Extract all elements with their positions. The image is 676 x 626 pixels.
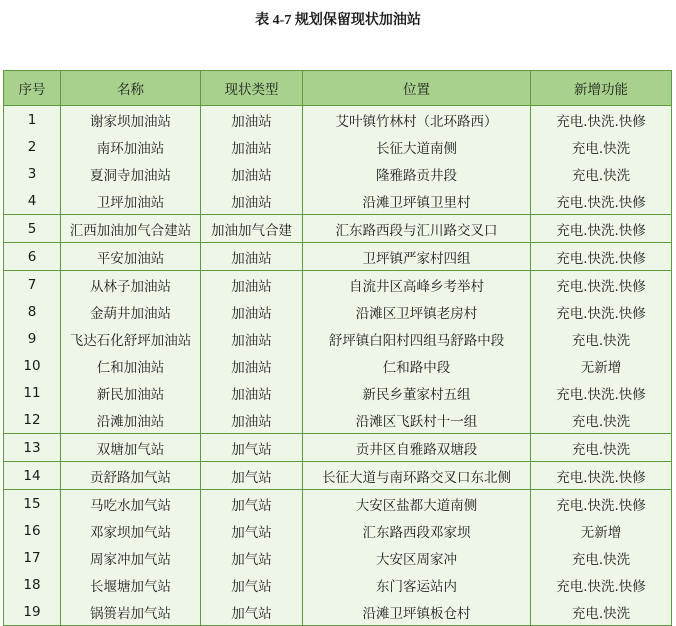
table-row bbox=[4, 490, 672, 518]
cell-type: 加油站 bbox=[201, 106, 303, 134]
cell-no: 8 bbox=[4, 298, 61, 325]
cell-functions: 充电.快洗 bbox=[531, 406, 672, 434]
table-row bbox=[4, 271, 672, 299]
cell-type: 加油站 bbox=[201, 271, 303, 299]
cell-name: 沿滩加油站 bbox=[61, 406, 201, 434]
cell-no: 5 bbox=[4, 215, 61, 243]
cell-type: 加气站 bbox=[201, 598, 303, 626]
cell-functions: 充电.快洗 bbox=[531, 325, 672, 352]
table-row bbox=[4, 379, 672, 406]
cell-name: 夏洞寺加油站 bbox=[61, 160, 201, 187]
cell-name: 仁和加油站 bbox=[61, 352, 201, 379]
cell-type: 加气站 bbox=[201, 517, 303, 544]
cell-no: 18 bbox=[4, 571, 61, 598]
cell-no: 4 bbox=[4, 187, 61, 215]
cell-location: 长征大道与南环路交叉口东北侧 bbox=[303, 462, 531, 490]
cell-functions: 充电.快洗.快修 bbox=[531, 243, 672, 271]
table-row bbox=[4, 215, 672, 243]
cell-location: 自流井区高峰乡考举村 bbox=[303, 271, 531, 299]
stations-table bbox=[3, 70, 672, 626]
cell-functions: 充电.快洗 bbox=[531, 434, 672, 462]
cell-functions: 充电.快洗.快修 bbox=[531, 187, 672, 215]
table-header bbox=[4, 71, 672, 106]
cell-location: 仁和路中段 bbox=[303, 352, 531, 379]
column-header-type: 现状类型 bbox=[201, 71, 303, 106]
cell-location: 隆雅路贡井段 bbox=[303, 160, 531, 187]
cell-location: 沿滩区卫坪镇老房村 bbox=[303, 298, 531, 325]
cell-location: 汇东路西段与汇川路交叉口 bbox=[303, 215, 531, 243]
cell-location: 沿滩卫坪镇卫里村 bbox=[303, 187, 531, 215]
table-caption: 表 4-7 规划保留现状加油站 bbox=[255, 13, 421, 28]
cell-name: 双塘加气站 bbox=[61, 434, 201, 462]
cell-no: 1 bbox=[4, 106, 61, 134]
cell-location: 大安区盐都大道南侧 bbox=[303, 490, 531, 518]
column-header-location: 位置 bbox=[303, 71, 531, 106]
cell-name: 平安加油站 bbox=[61, 243, 201, 271]
table-body bbox=[4, 106, 672, 626]
cell-location: 沿滩卫坪镇板仓村 bbox=[303, 598, 531, 626]
table-row bbox=[4, 133, 672, 160]
cell-name: 新民加油站 bbox=[61, 379, 201, 406]
cell-no: 13 bbox=[4, 434, 61, 462]
cell-no: 14 bbox=[4, 462, 61, 490]
cell-name: 卫坪加油站 bbox=[61, 187, 201, 215]
cell-no: 10 bbox=[4, 352, 61, 379]
cell-no: 9 bbox=[4, 325, 61, 352]
table-row bbox=[4, 517, 672, 544]
cell-type: 加油站 bbox=[201, 187, 303, 215]
table-row bbox=[4, 406, 672, 434]
cell-no: 6 bbox=[4, 243, 61, 271]
cell-functions: 充电.快洗.快修 bbox=[531, 271, 672, 299]
cell-type: 加气站 bbox=[201, 434, 303, 462]
cell-location: 舒坪镇白阳村四组马舒路中段 bbox=[303, 325, 531, 352]
cell-location: 新民乡董家村五组 bbox=[303, 379, 531, 406]
cell-functions: 充电.快洗.快修 bbox=[531, 298, 672, 325]
cell-functions: 充电.快洗.快修 bbox=[531, 462, 672, 490]
cell-location: 汇东路西段邓家坝 bbox=[303, 517, 531, 544]
cell-type: 加气站 bbox=[201, 490, 303, 518]
table-row bbox=[4, 243, 672, 271]
table-row bbox=[4, 571, 672, 598]
cell-functions: 充电.快洗.快修 bbox=[531, 571, 672, 598]
cell-location: 卫坪镇严家村四组 bbox=[303, 243, 531, 271]
cell-functions: 充电.快洗.快修 bbox=[531, 379, 672, 406]
table-row bbox=[4, 462, 672, 490]
cell-name: 邓家坝加气站 bbox=[61, 517, 201, 544]
table-row bbox=[4, 187, 672, 215]
cell-no: 7 bbox=[4, 271, 61, 299]
cell-location: 贡井区自雅路双塘段 bbox=[303, 434, 531, 462]
table-row bbox=[4, 298, 672, 325]
table-row bbox=[4, 325, 672, 352]
table-row bbox=[4, 434, 672, 462]
cell-functions: 无新增 bbox=[531, 517, 672, 544]
table-row bbox=[4, 544, 672, 571]
cell-name: 周家冲加气站 bbox=[61, 544, 201, 571]
cell-functions: 充电.快洗 bbox=[531, 160, 672, 187]
cell-no: 19 bbox=[4, 598, 61, 626]
cell-name: 长堰塘加气站 bbox=[61, 571, 201, 598]
cell-type: 加油站 bbox=[201, 325, 303, 352]
table-row bbox=[4, 352, 672, 379]
cell-functions: 充电.快洗.快修 bbox=[531, 490, 672, 518]
cell-location: 东门客运站内 bbox=[303, 571, 531, 598]
cell-location: 大安区周家冲 bbox=[303, 544, 531, 571]
table-row bbox=[4, 160, 672, 187]
header-row bbox=[4, 71, 672, 106]
cell-name: 谢家坝加油站 bbox=[61, 106, 201, 134]
cell-type: 加油站 bbox=[201, 352, 303, 379]
cell-functions: 充电.快洗.快修 bbox=[531, 215, 672, 243]
cell-type: 加油站 bbox=[201, 379, 303, 406]
cell-name: 从林子加油站 bbox=[61, 271, 201, 299]
cell-no: 3 bbox=[4, 160, 61, 187]
cell-type: 加油站 bbox=[201, 406, 303, 434]
cell-functions: 无新增 bbox=[531, 352, 672, 379]
cell-name: 贡舒路加气站 bbox=[61, 462, 201, 490]
table-row bbox=[4, 106, 672, 134]
cell-type: 加油站 bbox=[201, 298, 303, 325]
column-header-name: 名称 bbox=[61, 71, 201, 106]
cell-location: 长征大道南侧 bbox=[303, 133, 531, 160]
cell-location: 艾叶镇竹林村（北环路西） bbox=[303, 106, 531, 134]
cell-no: 15 bbox=[4, 490, 61, 518]
cell-no: 16 bbox=[4, 517, 61, 544]
cell-location: 沿滩区飞跃村十一组 bbox=[303, 406, 531, 434]
cell-type: 加油站 bbox=[201, 243, 303, 271]
cell-no: 11 bbox=[4, 379, 61, 406]
cell-type: 加油加气合建 bbox=[201, 215, 303, 243]
cell-name: 马吃水加气站 bbox=[61, 490, 201, 518]
cell-type: 加气站 bbox=[201, 462, 303, 490]
cell-functions: 充电.快洗 bbox=[531, 598, 672, 626]
cell-type: 加气站 bbox=[201, 544, 303, 571]
cell-name: 汇西加油加气合建站 bbox=[61, 215, 201, 243]
cell-name: 飞达石化舒坪加油站 bbox=[61, 325, 201, 352]
cell-functions: 充电.快洗 bbox=[531, 133, 672, 160]
column-header-functions: 新增功能 bbox=[531, 71, 672, 106]
cell-name: 南环加油站 bbox=[61, 133, 201, 160]
table-row bbox=[4, 598, 672, 626]
cell-type: 加气站 bbox=[201, 571, 303, 598]
cell-name: 金葫井加油站 bbox=[61, 298, 201, 325]
cell-type: 加油站 bbox=[201, 160, 303, 187]
cell-type: 加油站 bbox=[201, 133, 303, 160]
cell-no: 17 bbox=[4, 544, 61, 571]
cell-functions: 充电.快洗 bbox=[531, 544, 672, 571]
column-header-no: 序号 bbox=[4, 71, 61, 106]
cell-functions: 充电.快洗.快修 bbox=[531, 106, 672, 134]
cell-no: 12 bbox=[4, 406, 61, 434]
cell-no: 2 bbox=[4, 133, 61, 160]
cell-name: 锅篑岩加气站 bbox=[61, 598, 201, 626]
